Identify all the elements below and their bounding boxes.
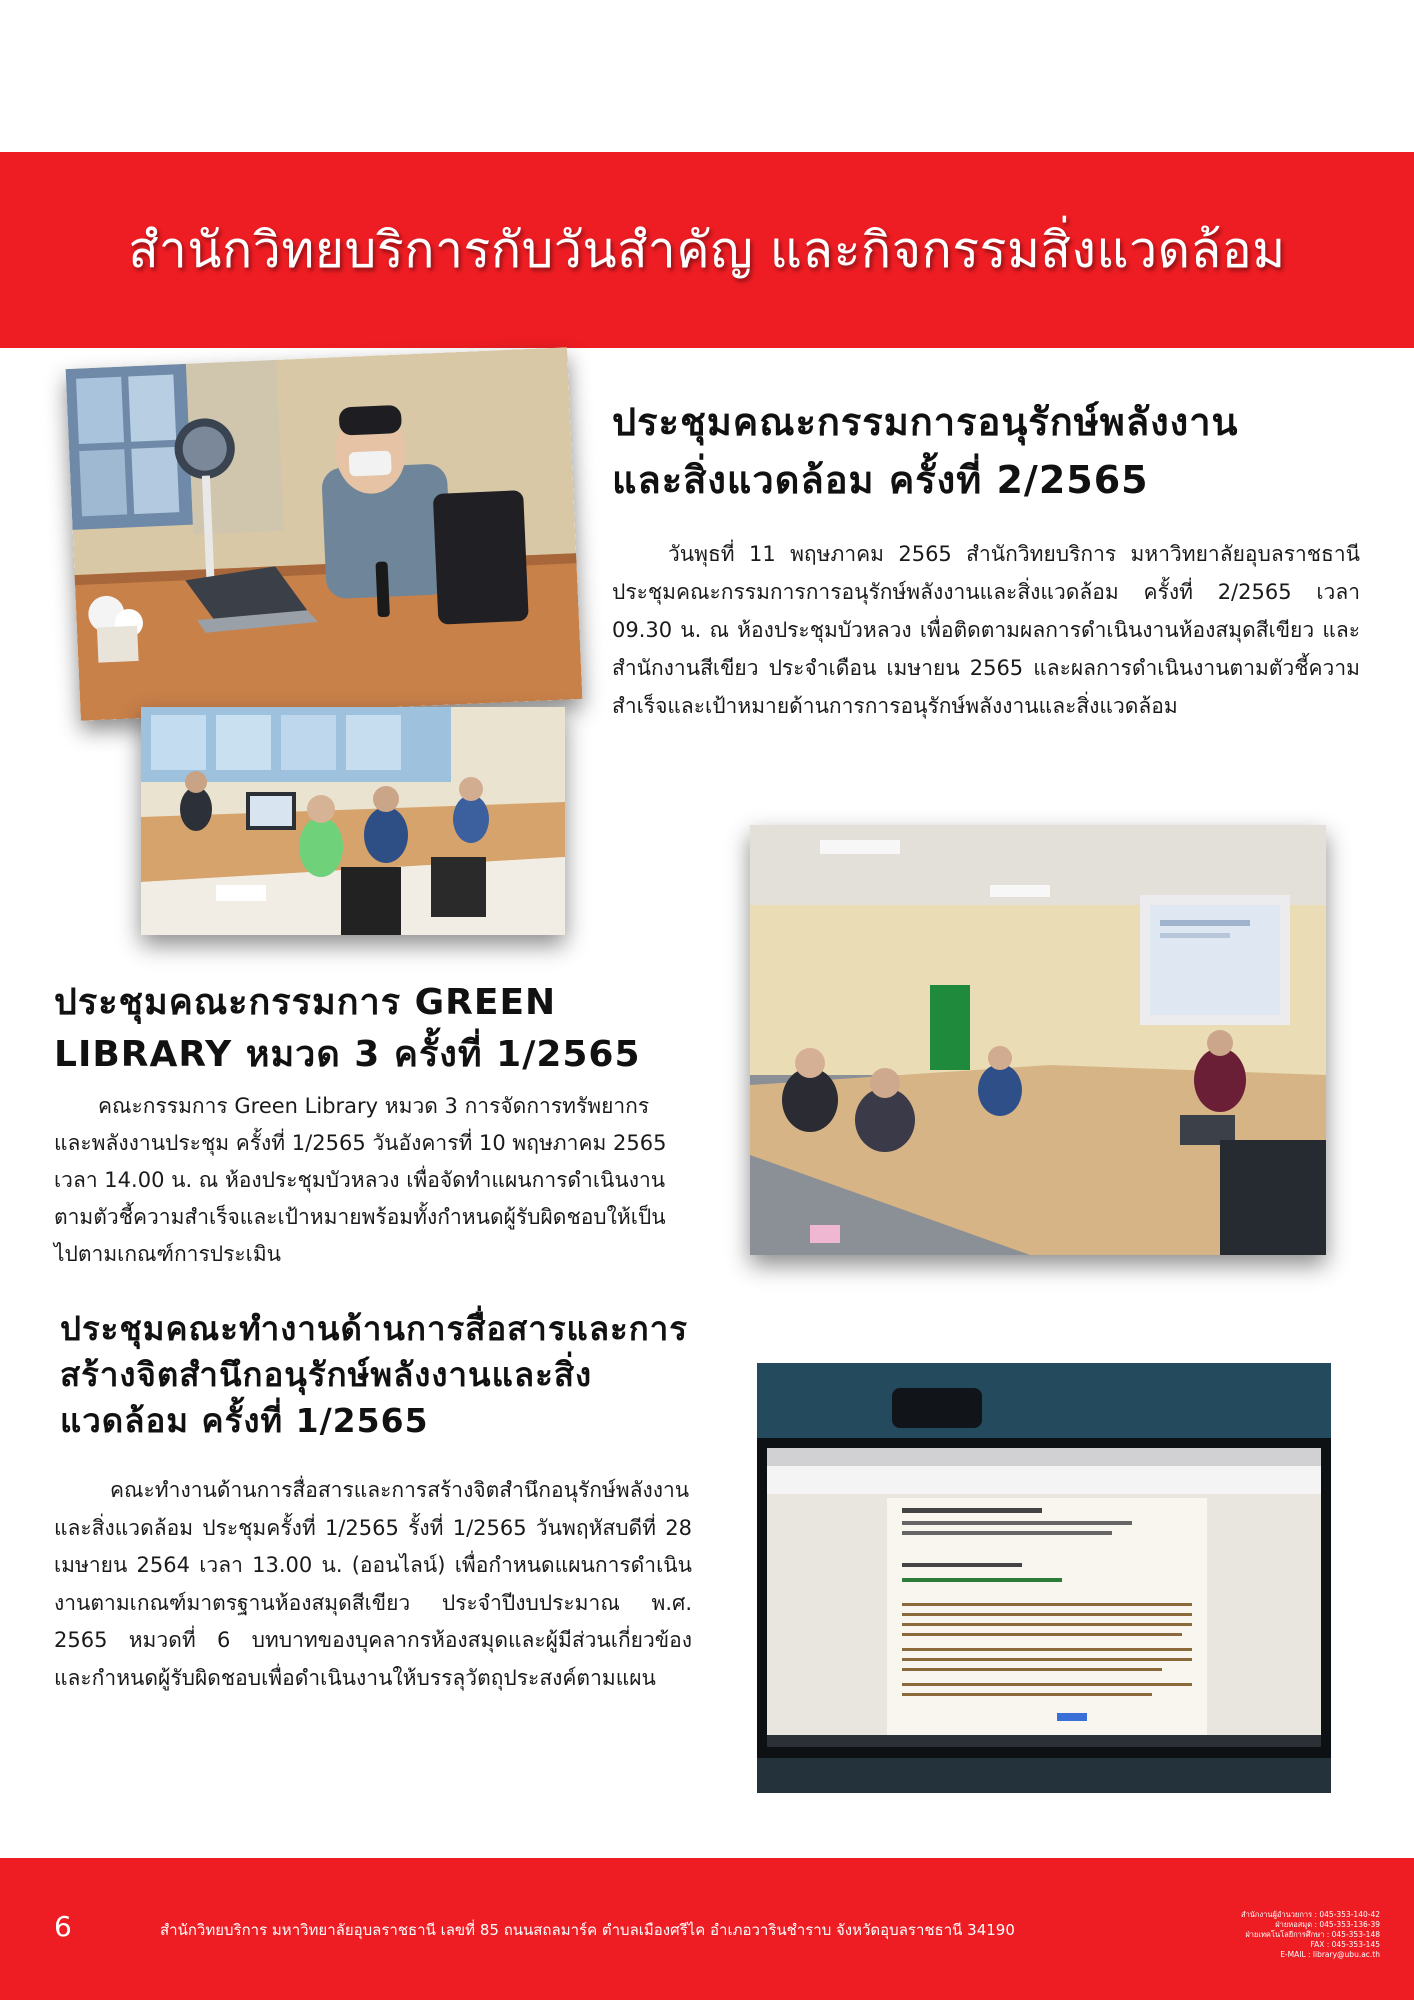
contact-line: E-MAIL : library@ubu.ac.th: [1280, 1950, 1380, 1959]
article3-heading-line1: ประชุมคณะทำงานด้านการสื่อสารและการ: [60, 1309, 689, 1348]
photo-conference-room: [750, 825, 1326, 1255]
footer-contacts: [1190, 1910, 1380, 1960]
article2-heading-line1: ประชุมคณะกรรมการ GREEN: [54, 982, 557, 1023]
article3-heading-line2: สร้างจิตสำนึกอนุรักษ์พลังงานและสิ่ง: [60, 1355, 593, 1394]
footer: [0, 1858, 1414, 2000]
article3-heading: [60, 1306, 700, 1444]
article1-body: วันพุธที่ 11 พฤษภาคม 2565 สำนักวิทยบริการ มหาวิทยาลัยอุบลราชธานี ประชุมคณะกรรมการการอนุรักษ์พลังงานและสิ่งแวดล้อม ครั้งที่ 2/2565 เวลา 09.30 น. ณ ห้องประชุมบัวหลวง เพื่อติดตามผลการดำเนินงานห้องสมุดสีเขียว และสำนักงานสีเขียว ประจำเดือน เมษายน 2565 และผลการดำเนินงานตามตัวชี้ความสำเร็จและเป้าหมายด้านการการอนุรักษ์พลังงานและสิ่งแวดล้อม: [612, 542, 1360, 718]
contact-line: ฝ่ายเทคโนโลยีการศึกษา : 045-353-148: [1245, 1930, 1380, 1939]
article3-heading-line3: แวดล้อม ครั้งที่ 1/2565: [60, 1401, 429, 1440]
contact-line: ฝ่ายหอสมุด : 045-353-136-39: [1275, 1920, 1380, 1929]
article1-heading-line2: และสิ่งแวดล้อม ครั้งที่ 2/2565: [612, 458, 1149, 502]
photo-computer-lab: [141, 707, 565, 935]
article2-body: คณะกรรมการ Green Library หมวด 3 การจัดการทรัพยากรและพลังงานประชุม ครั้งที่ 1/2565 วันอังคารที่ 10 พฤษภาคม 2565 เวลา 14.00 น. ณ ห้องประชุมบัวหลวง เพื่อจัดทำแผนการดำเนินงานตามตัวชี้ความสำเร็จและเป้าหมายพร้อมทั้งกำหนดผู้รับผิดชอบให้เป็นไปตามเกณฑ์การประเมิน: [54, 1094, 667, 1266]
footer-address: สำนักวิทยบริการ มหาวิทยาลัยอุบลราชธานี เลขที่ 85 ถนนสถลมาร์ค ตำบลเมืองศรีไค อำเภอวารินชำราบ จังหวัดอุบลราชธานี 34190: [160, 1921, 1015, 1939]
article3-body: คณะทำงานด้านการสื่อสารและการสร้างจิตสำนึกอนุรักษ์พลังงานและสิ่งแวดล้อม ประชุมครั้งที่ 1/2565 รั้งที่ 1/2565 วันพฤหัสบดีที่ 28 เมษายน 2564 เวลา 13.00 น. (ออนไลน์) เพื่อกำหนดแผนการดำเนินงานตามเกณฑ์มาตรฐานห้องสมุดสีเขียว ประจำปีงบประมาณ พ.ศ. 2565 หมวดที่ 6 บทบาทของบุคลากรห้องสมุดและผู้มีส่วนเกี่ยวข้อง และกำหนดผู้รับผิดชอบเพื่อดำเนินงานให้บรรลุวัตถุประสงค์ตามแผน: [54, 1478, 692, 1690]
article2-heading: [54, 977, 694, 1081]
photo-man-at-desk: [66, 347, 583, 721]
article1-heading: [612, 393, 1372, 509]
contact-line: FAX : 045-353-145: [1310, 1940, 1380, 1949]
page-title: สำนักวิทยบริการกับวันสำคัญ และกิจกรรมสิ่งแวดล้อม: [128, 220, 1286, 279]
photo-monitor-online: [757, 1363, 1331, 1793]
contact-line: สำนักงานผู้อำนวยการ : 045-353-140-42: [1241, 1910, 1380, 1919]
header-banner: [0, 152, 1414, 348]
article1-heading-line1: ประชุมคณะกรรมการอนุรักษ์พลังงาน: [612, 400, 1239, 444]
article2-heading-line2: LIBRARY หมวด 3 ครั้งที่ 1/2565: [54, 1034, 641, 1075]
page-number: 6: [54, 1910, 72, 1943]
